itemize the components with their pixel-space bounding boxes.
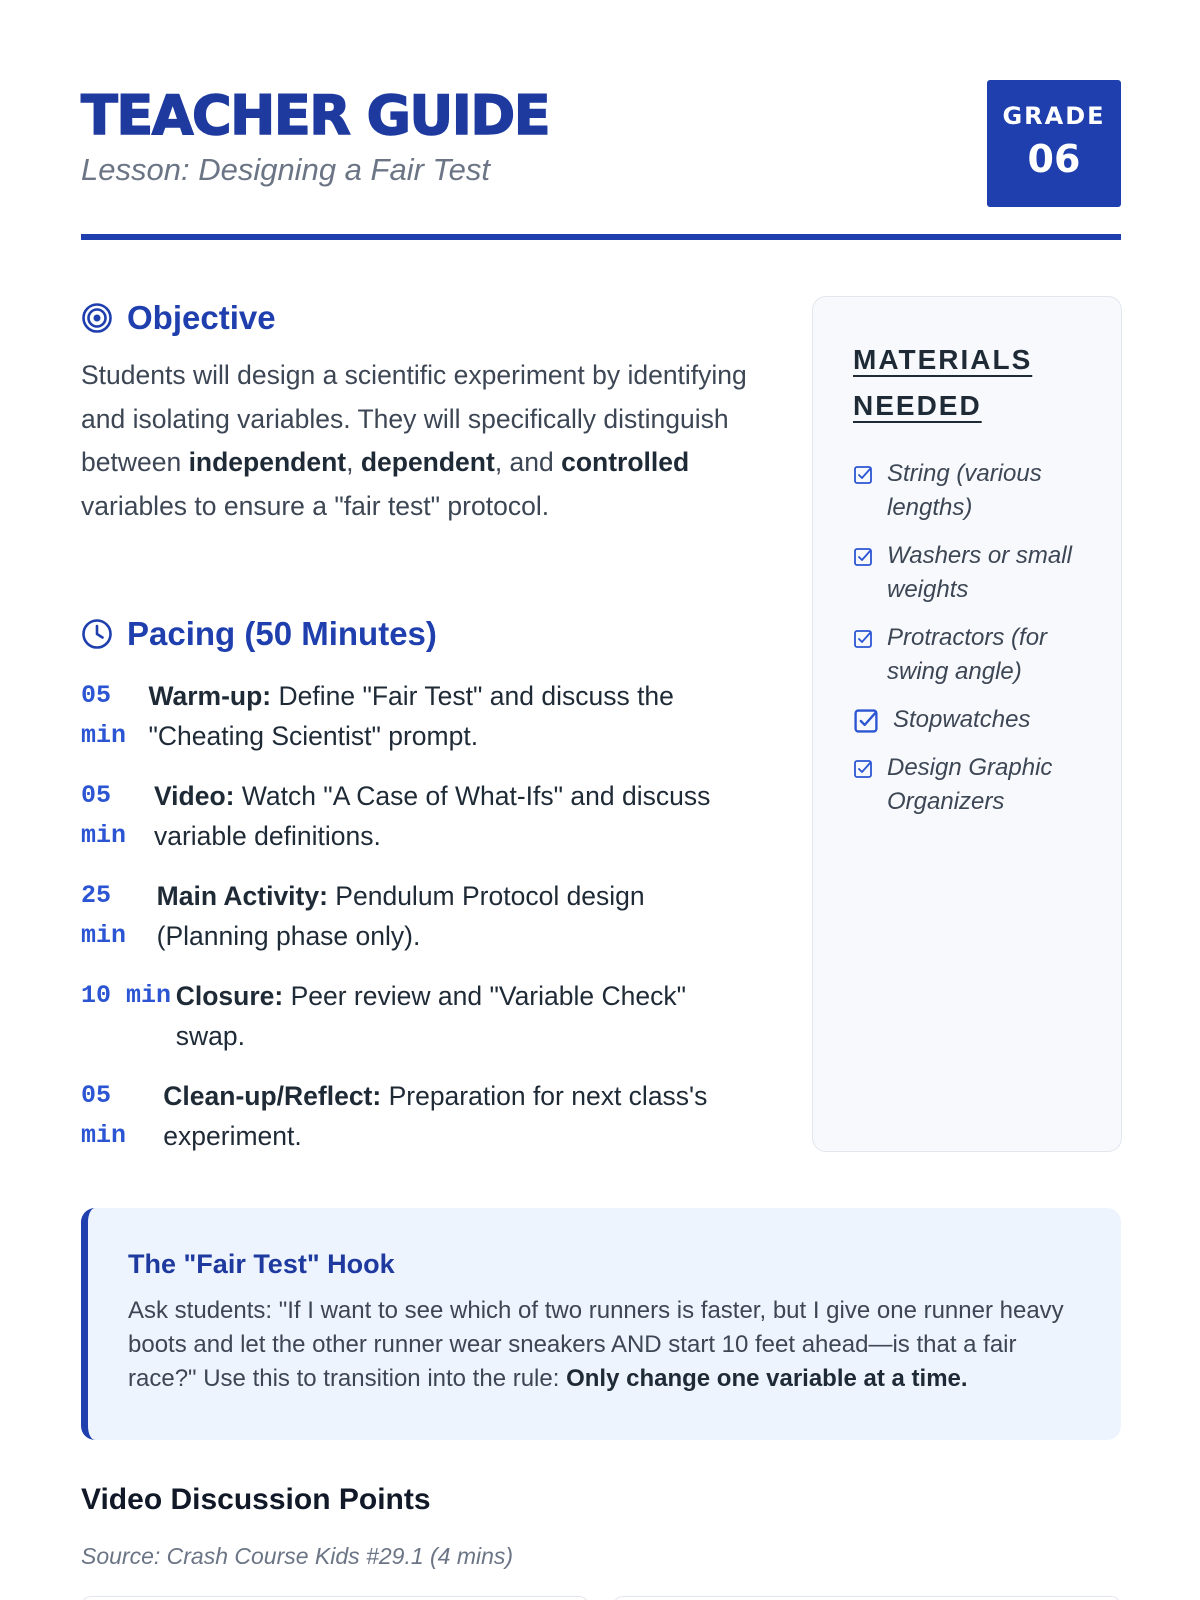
term-controlled: controlled	[561, 447, 690, 477]
pacing-heading: Pacing (50 Minutes)	[127, 615, 437, 652]
material-item	[853, 457, 1081, 525]
objective-text-part: variables to ensure a "fair test" protocol.	[81, 490, 550, 521]
checkbox-icon	[853, 465, 873, 485]
pacing-section	[81, 606, 761, 1176]
hook-callout	[81, 1208, 1121, 1440]
pacing-label: Main Activity:	[156, 881, 328, 911]
pacing-time: 05 min	[81, 681, 127, 750]
pacing-text: Define "Fair Test" and discuss the "Cheating Scientist" prompt.	[148, 681, 674, 751]
pacing-time: 10 min	[81, 981, 172, 1010]
material-item	[853, 539, 1081, 607]
objective-text	[81, 354, 761, 528]
pacing-description	[154, 776, 761, 876]
pacing-item	[81, 976, 761, 1076]
grade-badge	[987, 80, 1121, 207]
material-label: Stopwatches	[893, 706, 1031, 733]
video-heading: Video Discussion Points	[81, 1483, 431, 1516]
pacing-item	[81, 776, 761, 876]
grade-number: 06	[1027, 137, 1081, 181]
pacing-text: Watch "A Case of What-Ifs" and discuss variable definitions.	[153, 781, 711, 851]
pacing-description	[163, 1076, 761, 1176]
checkbox-icon	[853, 547, 873, 567]
lesson-subtitle: Lesson: Designing a Fair Test	[81, 152, 490, 187]
material-item	[853, 621, 1081, 689]
checkbox-icon	[853, 708, 879, 734]
objective-text-part: , and	[494, 447, 562, 477]
pacing-item	[81, 876, 761, 976]
objective-text-part: ,	[346, 447, 361, 477]
hook-rule: Only change one variable at a time.	[566, 1365, 968, 1392]
header-divider	[81, 234, 1121, 240]
objective-text-part: Students will design a scientific experiment by identifying and isolating variables. They will specifically distinguish between	[81, 360, 747, 477]
hook-text	[128, 1294, 1081, 1396]
material-label: String (various lengths)	[887, 460, 1042, 521]
hook-heading: The "Fair Test" Hook	[128, 1249, 395, 1279]
discussion-card	[613, 1596, 1121, 1600]
clock-icon	[81, 618, 113, 650]
pacing-label: Warm-up:	[148, 681, 272, 711]
material-label: Protractors (for swing angle)	[887, 624, 1048, 685]
page-title: TEACHER GUIDE	[81, 84, 550, 147]
pacing-time: 05 min	[81, 1081, 127, 1150]
pacing-text: Preparation for next class's experiment.	[163, 1081, 708, 1151]
material-item	[853, 703, 1081, 737]
pacing-item	[81, 676, 761, 776]
header	[81, 80, 1121, 240]
hook-body: Ask students: "If I want to see which of two runners is faster, but I give one runner heavy boots and let the other runner wear sneakers AND start 10 feet ahead—is that a fair race?" Use this to transition into the rule:	[128, 1297, 1064, 1392]
material-label: Design Graphic Organizers	[887, 754, 1053, 815]
checkbox-icon	[853, 629, 873, 649]
checkbox-icon	[853, 759, 873, 779]
pacing-label: Clean-up/Reflect:	[163, 1081, 382, 1111]
pacing-time: 05 min	[81, 781, 127, 850]
target-icon	[81, 302, 113, 334]
pacing-item	[81, 1076, 761, 1176]
material-item	[853, 751, 1081, 819]
objective-header	[81, 290, 761, 346]
grade-label: GRADE	[1002, 102, 1106, 130]
objective-section	[81, 290, 761, 528]
term-dependent: dependent	[360, 447, 495, 477]
pacing-text: Pendulum Protocol design (Planning phase only).	[156, 881, 645, 951]
discussion-card	[81, 1596, 589, 1600]
pacing-list	[81, 676, 761, 1176]
pacing-label: Video:	[153, 781, 235, 811]
video-source: Source: Crash Course Kids #29.1 (4 mins)	[81, 1543, 514, 1569]
pacing-label: Closure:	[175, 981, 284, 1011]
pacing-text: Peer review and "Variable Check" swap.	[175, 981, 687, 1051]
pacing-description	[176, 976, 761, 1076]
objective-heading: Objective	[127, 299, 276, 336]
materials-heading: MATERIALS NEEDED	[853, 344, 1033, 421]
pacing-header	[81, 606, 761, 662]
term-independent: independent	[188, 447, 347, 477]
material-label: Washers or small weights	[887, 542, 1072, 603]
materials-panel	[812, 296, 1122, 1152]
pacing-description	[148, 676, 761, 776]
materials-list	[853, 457, 1081, 819]
pacing-time: 25 min	[81, 881, 127, 950]
pacing-description	[157, 876, 761, 976]
